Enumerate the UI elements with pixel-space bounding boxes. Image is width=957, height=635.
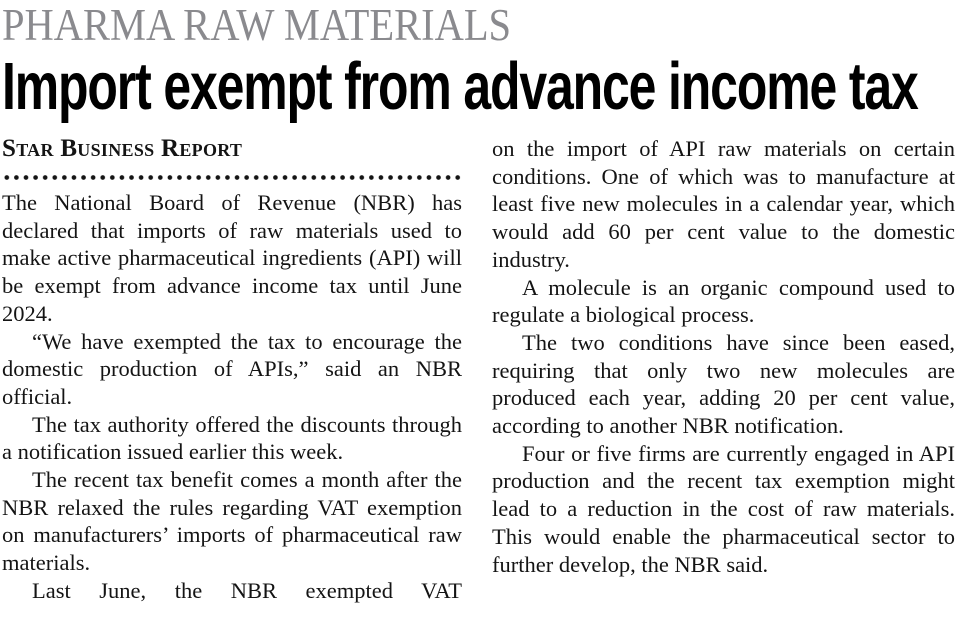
paragraph: Last June, the NBR exempted VAT xyxy=(32,577,462,603)
paragraph: on the import of API raw materials on certain conditions. One of which was to manufacture at least five new molecules in a calendar year, which would add 60 per cent value to the domestic industry. xyxy=(492,136,955,272)
paragraph: The National Board of Revenue (NBR) has declared that imports of raw materials used to make active pharmaceutical ingredients (API) will be exempt from advance income tax until June 2024. xyxy=(2,190,462,326)
dotted-divider xyxy=(2,174,462,181)
paragraph: The recent tax benefit comes a month after the NBR relaxed the rules regarding VAT exemption on manufacturers’ imports of pharmaceutical raw materials. xyxy=(2,467,462,576)
paragraph: Four or five firms are currently engaged in API production and the recent tax exemption might lead to a reduction in the cost of raw materials. This would enable the pharmaceutical sector to further develop, the NBR said. xyxy=(492,440,955,577)
column-right xyxy=(492,135,955,605)
section-kicker: PHARMA RAW MATERIALS xyxy=(2,0,512,50)
paragraph: “We have exempted the tax to encourage the domestic production of APIs,” said an NBR official. xyxy=(2,328,462,409)
headline: Import exempt from advance income tax xyxy=(2,49,918,124)
paragraph: The tax authority offered the discounts through a notification issued earlier this week. xyxy=(2,411,462,465)
column-left xyxy=(2,135,462,605)
article-body xyxy=(2,135,955,605)
byline: Star Business Report xyxy=(2,135,243,162)
paragraph: A molecule is an organic compound used to regulate a biological process. xyxy=(492,274,955,328)
paragraph: The two conditions have since been eased, requiring that only two new molecules are produced each year, adding 20 per cent value, according to another NBR notification. xyxy=(492,329,955,439)
